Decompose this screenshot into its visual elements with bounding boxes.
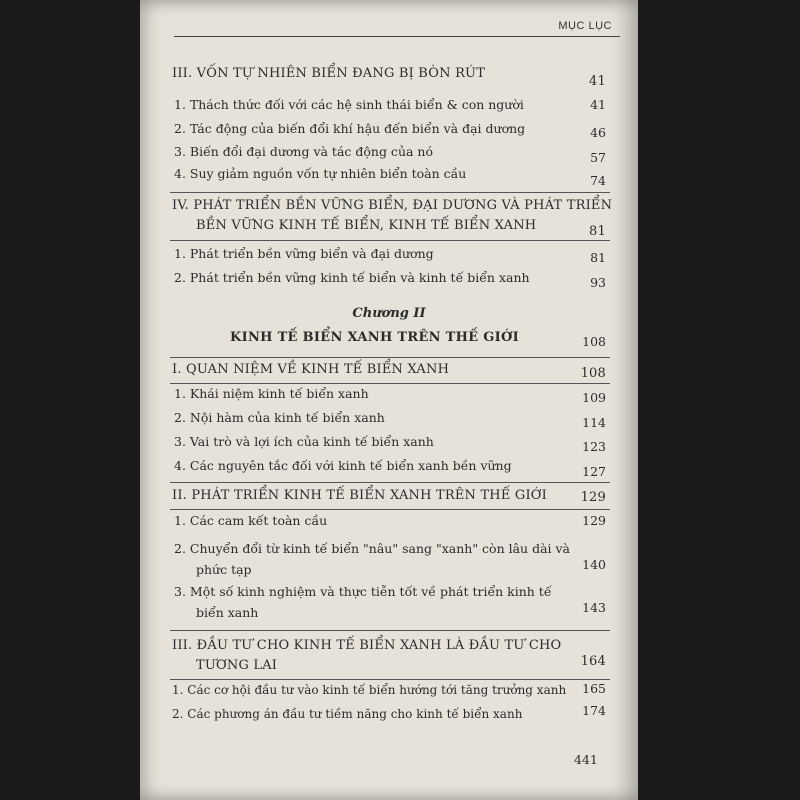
- toc-page-number: 127: [582, 464, 606, 479]
- toc-page-number: 74: [590, 173, 606, 188]
- section-divider: [170, 679, 610, 680]
- toc-section-title-line2: TƯƠNG LAI: [196, 658, 278, 673]
- toc-item-label: 3. Vai trò và lợi ích của kinh tế biển xanh: [174, 434, 434, 449]
- toc-page-number: 140: [582, 557, 606, 572]
- section-divider: [170, 240, 610, 241]
- toc-item-label: 3. Một số kinh nghiệm và thực tiễn tốt về phát triển kinh tế: [174, 584, 552, 599]
- header-rule: [174, 36, 620, 37]
- section-divider: [170, 630, 610, 631]
- toc-section-title: II. PHÁT TRIỂN KINH TẾ BIỂN XANH TRÊN THẾ GIỚI: [172, 488, 547, 503]
- toc-section-title: I. QUAN NIỆM VỀ KINH TẾ BIỂN XANH: [172, 362, 450, 377]
- toc-section-title-line1: IV. PHÁT TRIỂN BỀN VỮNG BIỂN, ĐẠI DƯƠNG VÀ PHÁT TRIỂN: [172, 198, 613, 213]
- toc-page-number: 108: [580, 366, 606, 381]
- chapter-title: KINH TẾ BIỂN XANH TRÊN THẾ GIỚI: [230, 330, 520, 345]
- section-divider: [170, 509, 610, 510]
- running-header: MỤC LỤC: [558, 20, 612, 32]
- toc-item-label: 2. Nội hàm của kinh tế biển xanh: [174, 410, 385, 425]
- toc-page-number: 164: [580, 654, 606, 669]
- toc-page-number: 81: [590, 250, 606, 265]
- toc-page-number: 123: [582, 439, 606, 454]
- toc-page-number: 41: [589, 74, 606, 89]
- toc-item-label: 1. Phát triển bền vững biển và đại dương: [174, 246, 434, 261]
- toc-section-title: III. VỐN TỰ NHIÊN BIỂN ĐANG BỊ BÒN RÚT: [172, 66, 486, 81]
- toc-item-label: 1. Khái niệm kinh tế biển xanh: [174, 386, 369, 401]
- toc-page-number: 46: [590, 125, 606, 140]
- toc-page-number: 143: [582, 600, 606, 615]
- toc-item-label: 4. Suy giảm nguồn vốn tự nhiên biển toàn cầu: [174, 166, 467, 181]
- toc-page-number: 174: [582, 703, 606, 718]
- toc-item-label: 2. Tác động của biến đổi khí hậu đến biển và đại dương: [174, 121, 526, 136]
- toc-item-label-continued: phức tạp: [196, 562, 252, 577]
- section-divider: [170, 383, 610, 384]
- toc-item-label: 2. Phát triển bền vững kinh tế biển và kinh tế biển xanh: [174, 270, 530, 285]
- toc-item-label: 2. Chuyển đổi từ kinh tế biển "nâu" sang "xanh" còn lâu dài và: [174, 541, 571, 556]
- toc-item-label: 1. Các cam kết toàn cầu: [174, 513, 328, 528]
- chapter-label: Chương II: [352, 306, 426, 321]
- toc-page-number: 41: [590, 97, 606, 112]
- toc-page-number: 57: [590, 150, 606, 165]
- section-divider: [170, 192, 610, 193]
- toc-section-title-line2: BỀN VỮNG KINH TẾ BIỂN, KINH TẾ BIỂN XANH: [196, 218, 537, 233]
- toc-page-number: 93: [590, 275, 606, 290]
- toc-item-label: 1. Các cơ hội đầu tư vào kinh tế biển hướng tới tăng trưởng xanh: [172, 683, 567, 697]
- toc-page-number: 129: [582, 513, 606, 528]
- toc-section-title-line1: III. ĐẦU TƯ CHO KINH TẾ BIỂN XANH LÀ ĐẦU TƯ CHO: [172, 638, 562, 653]
- toc-item-label: 4. Các nguyên tắc đối với kinh tế biển xanh bền vững: [174, 458, 512, 473]
- section-divider: [170, 357, 610, 358]
- toc-page-number: 114: [582, 415, 606, 430]
- toc-page-number: 81: [589, 224, 606, 239]
- toc-item-label: 1. Thách thức đối với các hệ sinh thái biển & con người: [174, 97, 524, 112]
- page-number: 441: [574, 752, 598, 767]
- toc-item-label: 3. Biến đổi đại dương và tác động của nó: [174, 144, 433, 159]
- toc-page-number: 109: [582, 390, 606, 405]
- toc-item-label-continued: biển xanh: [196, 605, 259, 620]
- toc-item-label: 2. Các phương án đầu tư tiềm năng cho kinh tế biển xanh: [172, 707, 523, 721]
- toc-page-number: 129: [580, 490, 606, 505]
- toc-page-number: 165: [582, 681, 606, 696]
- section-divider: [170, 482, 610, 483]
- toc-page-number: 108: [582, 334, 606, 349]
- book-page: [140, 0, 638, 800]
